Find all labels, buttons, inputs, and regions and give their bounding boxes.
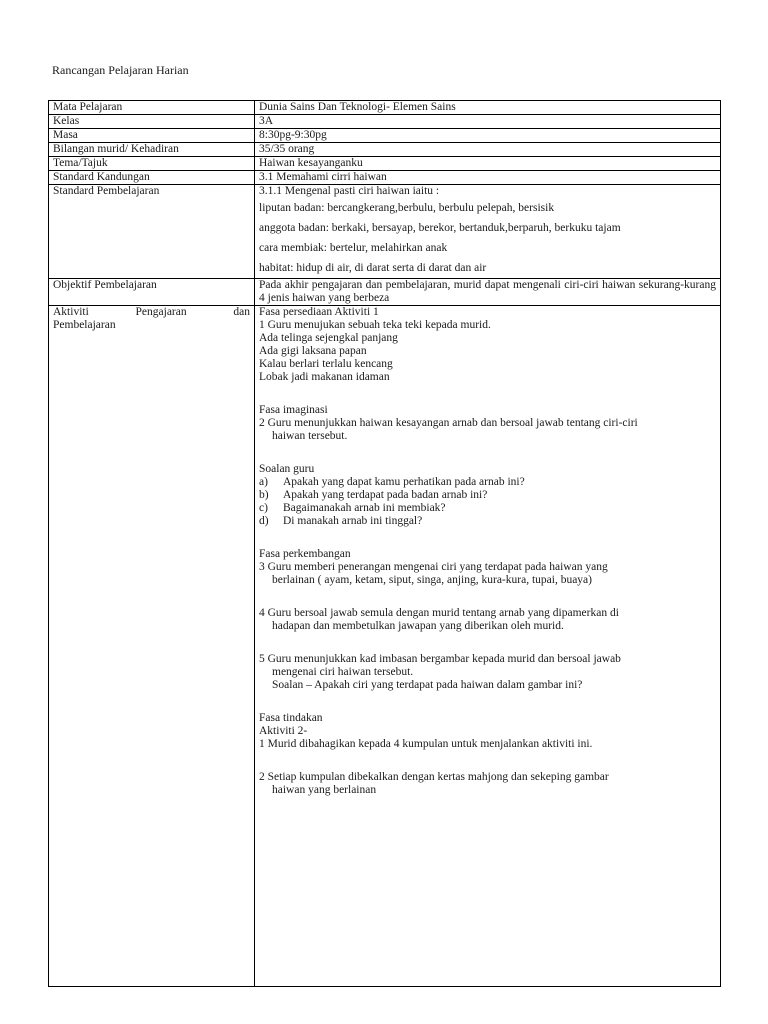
fasa-persediaan: Fasa persediaan Aktiviti 1 [259, 306, 379, 318]
step-text: 4 Guru bersoal jawab semula dengan murid tentang arnab yang dipamerkan di [259, 607, 619, 619]
row-value: 3A [255, 115, 721, 129]
riddle-line: Ada gigi laksana papan [259, 345, 367, 357]
question-letter: a) [259, 476, 268, 488]
question-item [259, 489, 716, 502]
sp-line: anggota badan: berkaki, bersayap, berekor, bertanduk,berparuh, berkuku tajam [259, 222, 621, 234]
aktiviti-label [53, 306, 250, 319]
step-text: 2 Setiap kumpulan dibekalkan dengan kertas mahjong dan sekeping gambar [259, 771, 609, 783]
row-value: Haiwan kesayanganku [255, 157, 721, 171]
aktiviti-row [49, 306, 721, 987]
riddle-line: Kalau berlari terlalu kencang [259, 358, 393, 370]
table-row [49, 157, 721, 171]
spacer [259, 633, 716, 653]
row-label: Masa [49, 129, 255, 143]
step-text: haiwan yang berlainan [272, 784, 377, 796]
aktiviti-2: Aktiviti 2- [259, 725, 308, 737]
question-text: Bagaimanakah arnab ini membiak? [283, 502, 446, 514]
lesson-plan-table [48, 100, 721, 987]
spacer [259, 587, 716, 607]
row-value: 3.1 Memahami cirri haiwan [255, 171, 721, 185]
question-text: Di manakah arnab ini tinggal? [283, 515, 423, 527]
fasa-perkembangan: Fasa perkembangan [259, 548, 351, 560]
label-word: dan [233, 306, 250, 318]
spacer [259, 751, 716, 771]
aktiviti-content [255, 306, 721, 987]
row-value: Dunia Sains Dan Teknologi- Elemen Sains [255, 101, 721, 115]
sp-line: habitat: hidup di air, di darat serta di darat dan air [259, 262, 487, 274]
fasa-tindakan: Fasa tindakan [259, 712, 323, 724]
question-letter: c) [259, 502, 268, 514]
question-text: Apakah yang dapat kamu perhatikan pada arnab ini? [283, 476, 525, 488]
question-item [259, 515, 716, 528]
row-label: Tema/Tajuk [49, 157, 255, 171]
step-text: hadapan dan membetulkan jawapan yang diberikan oleh murid. [272, 620, 564, 632]
table-row [49, 129, 721, 143]
label-word: Pengajaran [135, 306, 187, 318]
standard-pembelajaran-row [49, 185, 721, 279]
label-word: Aktiviti [53, 306, 89, 318]
row-label: Standard Kandungan [49, 171, 255, 185]
step-text: Soalan – Apakah ciri yang terdapat pada haiwan dalam gambar ini? [272, 679, 583, 691]
aktiviti-label-cell [49, 306, 255, 987]
spacer [259, 692, 716, 712]
fasa-imaginasi: Fasa imaginasi [259, 404, 328, 416]
row-label: Standard Pembelajaran [49, 185, 255, 279]
objektif-row [49, 279, 721, 306]
step-text: 3 Guru memberi penerangan mengenai ciri yang terdapat pada haiwan yang [259, 561, 608, 573]
riddle-line: Ada telinga sejengkal panjang [259, 332, 398, 344]
row-value: 35/35 orang [255, 143, 721, 157]
question-item [259, 502, 716, 515]
spacer [259, 528, 716, 548]
document-title: Rancangan Pelajaran Harian [52, 63, 189, 77]
step-text: 1 Murid dibahagikan kepada 4 kumpulan untuk menjalankan aktiviti ini. [259, 738, 593, 750]
row-label: Mata Pelajaran [49, 101, 255, 115]
step-text: berlainan ( ayam, ketam, siput, singa, anjing, kura-kura, tupai, buaya) [272, 574, 592, 586]
aktiviti-label-line2: Pembelajaran [53, 319, 116, 331]
standard-pembelajaran-value [255, 185, 721, 279]
table-row [49, 115, 721, 129]
step-text: 1 Guru menujukan sebuah teka teki kepada murid. [259, 319, 491, 331]
question-text: Apakah yang terdapat pada badan arnab ini? [283, 489, 488, 501]
riddle-line: Lobak jadi makanan idaman [259, 371, 390, 383]
row-label: Kelas [49, 115, 255, 129]
sp-line: liputan badan: bercangkerang,berbulu, berbulu pelepah, bersisik [259, 202, 555, 214]
row-label: Bilangan murid/ Kehadiran [49, 143, 255, 157]
objektif-value: Pada akhir pengajaran dan pembelajaran, murid dapat mengenali ciri-ciri haiwan sekurang-kurang 4 jenis haiwan yang berbeza [255, 279, 721, 306]
row-value: 8:30pg-9:30pg [255, 129, 721, 143]
table-row [49, 143, 721, 157]
sp-line: cara membiak: bertelur, melahirkan anak [259, 242, 448, 254]
row-label: Objektif Pembelajaran [49, 279, 255, 306]
step-text: 5 Guru menunjukkan kad imbasan bergambar kepada murid dan bersoal jawab [259, 653, 621, 665]
soalan-guru: Soalan guru [259, 463, 315, 475]
table-row [49, 101, 721, 115]
question-item [259, 476, 716, 489]
spacer [259, 443, 716, 463]
question-letter: b) [259, 489, 269, 501]
step-text: haiwan tersebut. [272, 430, 348, 442]
spacer [259, 384, 716, 404]
question-letter: d) [259, 515, 269, 527]
table-row [49, 171, 721, 185]
sp-line: 3.1.1 Mengenal pasti ciri haiwan iaitu : [259, 185, 440, 197]
step-text: 2 Guru menunjukkan haiwan kesayangan arnab dan bersoal jawab tentang ciri-ciri [259, 417, 638, 429]
step-text: mengenai ciri haiwan tersebut. [272, 666, 414, 678]
